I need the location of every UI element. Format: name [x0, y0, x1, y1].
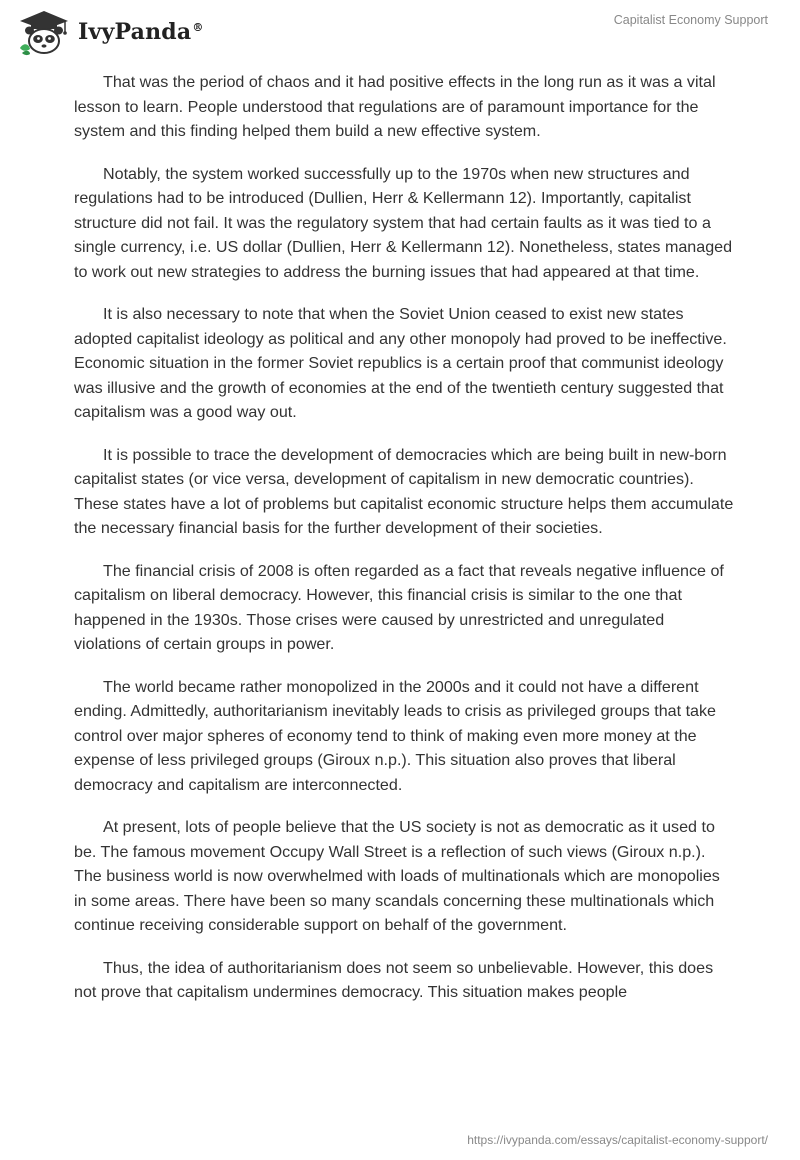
page-header	[0, 0, 800, 70]
source-url[interactable]: https://ivypanda.com/essays/capitalist-economy-support/	[467, 1133, 768, 1147]
logo-wordmark: IvyPanda®	[78, 19, 204, 45]
site-logo[interactable]	[16, 8, 204, 56]
paragraph: It is also necessary to note that when the Soviet Union ceased to exist new states adopted capitalist ideology as political and any other monopoly had proved to be ineffective. Economic situation in the former Soviet republics is a certain proof that communist ideology was illusive and the growth of economies at the end of the twentieth century suggested that capitalism was a good way out.	[74, 305, 727, 421]
document-title: Capitalist Economy Support	[613, 13, 768, 27]
registered-mark: ®	[192, 20, 204, 34]
paragraph: That was the period of chaos and it had positive effects in the long run as it was a vital lesson to learn. People understood that regulations are of paramount importance for the system and this finding helped them build a new effective system.	[74, 73, 716, 140]
paragraph: Notably, the system worked successfully up to the 1970s when new structures and regulations had to be introduced (Dullien, Herr & Kellermann 12). Importantly, capitalist structure did not fail. It was the regulatory system that had certain faults as it was tied to a single currency, i.e. US dollar (Dullien, Herr & Kellermann 12). Nonetheless, states managed to work out new strategies to address the burning issues that had appeared at that time.	[74, 164, 733, 281]
paragraph: At present, lots of people believe that the US society is not as democratic as it used to be. The famous movement Occupy Wall Street is a reflection of such views (Giroux n.p.). The business world is now overwhelmed with loads of multinationals which are monopolies in some areas. There have been so many scandals concerning these multinationals which continue receiving considerable support on behalf of the government.	[74, 818, 720, 934]
panda-logo-icon	[16, 8, 72, 56]
paragraph: The world became rather monopolized in the 2000s and it could not have a different ending. Admittedly, authoritarianism inevitably leads to crisis as privileged groups that take control over major spheres of economy tend to think of making even more money at the expense of less privileged groups (Giroux n.p.). This situation also proves that liberal democracy and capitalism are interconnected.	[74, 677, 716, 794]
paragraph: The financial crisis of 2008 is often regarded as a fact that reveals negative influence of capitalism on liberal democracy. However, this financial crisis is similar to the one that happened in the 1930s. Those crises were caused by unrestricted and unregulated violations of certain groups in power.	[74, 561, 724, 653]
essay-body	[74, 70, 734, 1023]
paragraph: It is possible to trace the development of democracies which are being built in new-born capitalist states (or vice versa, development of capitalism in new democratic countries). These states have a lot of problems but capitalist economic structure helps them accumulate the necessary financial basis for the further development of their societies.	[74, 445, 734, 537]
paragraph: Thus, the idea of authoritarianism does not seem so unbelievable. However, this does not prove that capitalism undermines democracy. This situation makes people	[74, 958, 714, 1001]
